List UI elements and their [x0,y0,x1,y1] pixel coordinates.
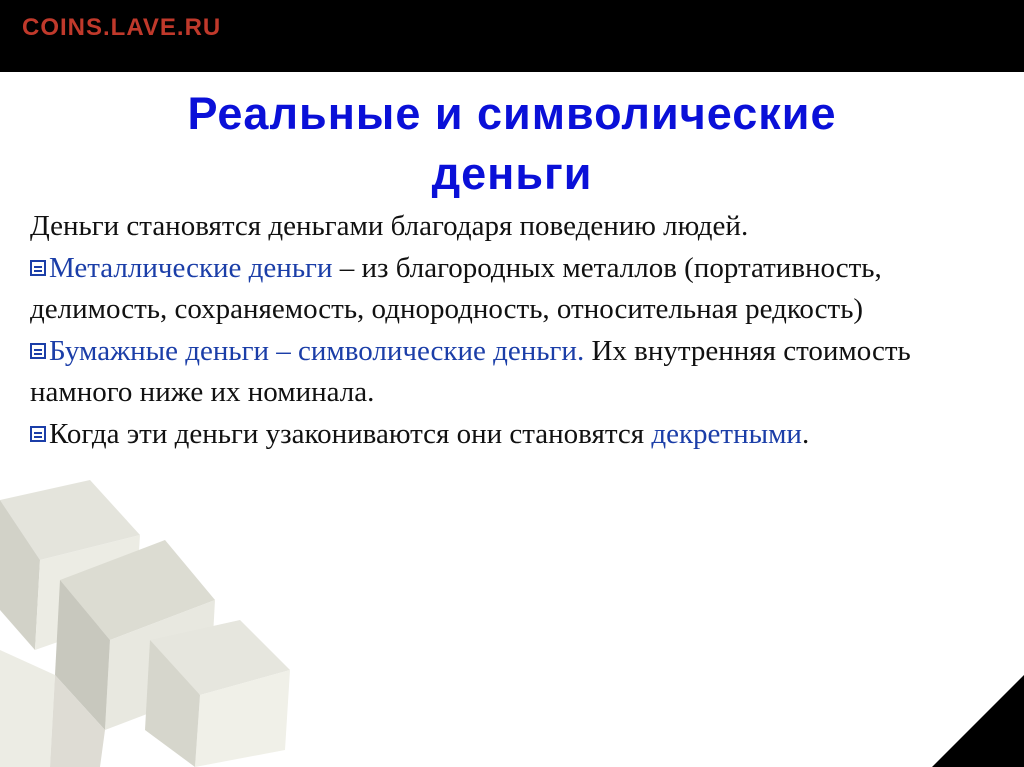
term-metal-money: Металлические деньги [49,251,333,284]
corner-triangle [932,675,1024,767]
paper-dash: – [269,334,299,367]
term-symbolic-money: символические деньги. [298,334,585,367]
fiat-end: . [801,417,810,450]
bullet-icon [30,260,46,276]
bullet-fiat [30,414,1005,456]
slide-title [0,84,1024,204]
paper-description: Их внутренняя стоимость намного ниже их номинала. [30,334,911,408]
intro-paragraph: Деньги становятся деньгами благодаря поведению людей. [30,210,749,242]
metal-description: – из благородных металлов (портативность, делимость, сохраняемость, однородность, относительная редкость) [30,251,882,325]
title-line-2: деньги [431,148,593,199]
bullet-paper [30,331,1005,414]
term-fiat: декретными [651,417,802,450]
header-bar [0,0,1024,72]
bullet-icon [30,343,46,359]
bullet-icon [30,426,46,442]
bullet-metal [30,248,1005,331]
title-line-1: Реальные и символические [187,88,837,139]
decorative-cubes [0,440,320,767]
slide-body [30,206,1005,455]
fiat-description: Когда эти деньги узакониваются они становятся [49,417,652,450]
term-paper-money: Бумажные деньги [49,334,270,367]
site-logo-text[interactable]: COINS.LAVE.RU [22,14,222,41]
